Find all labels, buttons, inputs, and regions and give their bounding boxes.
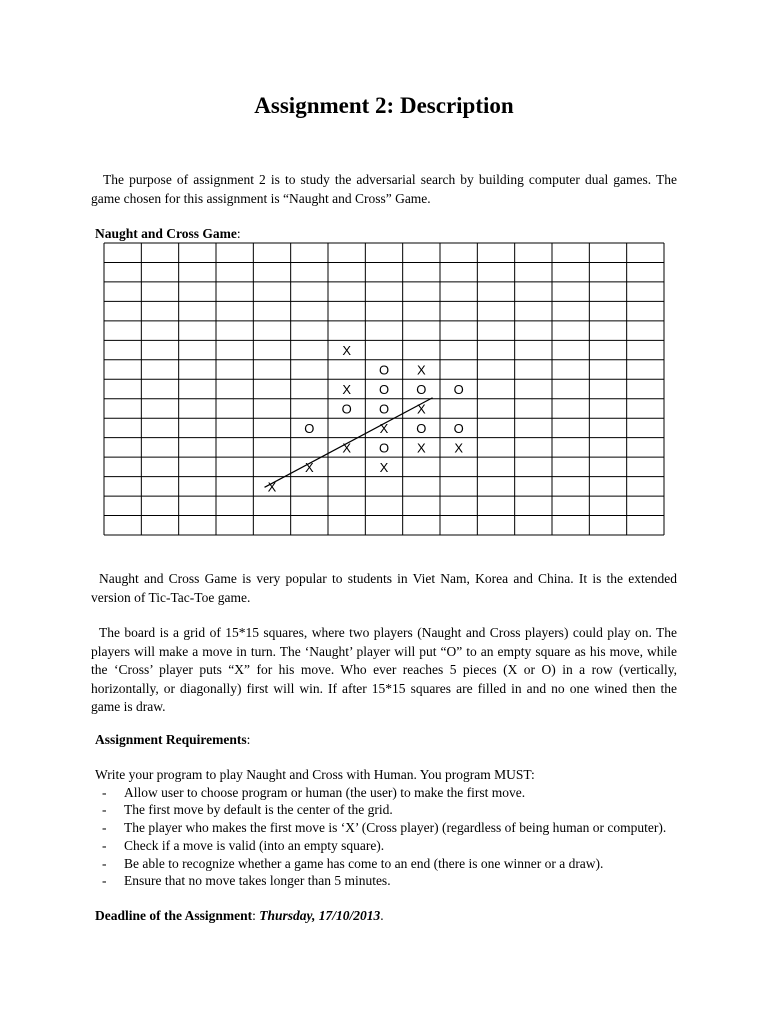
deadline-line	[95, 908, 384, 924]
requirement-item: - Ensure that no move takes longer than 5 minutes.	[102, 873, 391, 889]
cross-piece: X	[379, 459, 389, 475]
naught-piece: O	[378, 440, 390, 456]
requirement-text: Be able to recognize whether a game has come to an end (there is one winner or a draw).	[124, 855, 604, 871]
naught-piece: O	[416, 420, 427, 436]
requirements-heading-label: Assignment Requirements	[95, 732, 247, 747]
game-heading-suffix: :	[236, 226, 241, 241]
requirements-heading	[95, 731, 250, 749]
game-heading-label: Naught and Cross Game	[95, 226, 237, 241]
naught-piece: O	[304, 420, 315, 436]
requirement-item: - Be able to recognize whether a game has come to an end (there is one winner or a draw).	[102, 855, 604, 871]
naught-piece: O	[453, 420, 464, 436]
board-rules-paragraph: The board is a grid of 15*15 squares, where two players (Naught and Cross players) could play on. The players will make a move in turn. The ‘Naught’ player will put “O” to an empty square as his move, while the ‘Cross’ player puts “X” for his move. Who ever reaches 5 pieces (X or O) in a row (vertically, horizontally, or diagonally) first will win. If after 15*15 squares are filled in and no one wined then the game is draw.	[91, 625, 677, 714]
cross-piece: X	[342, 382, 352, 397]
cross-piece: X	[342, 440, 352, 456]
requirement-text: The player who makes the first move is ‘X’ (Cross player) (regardless of being human or computer).	[124, 820, 667, 836]
cross-piece: X	[379, 420, 389, 436]
cross-piece: X	[342, 343, 352, 359]
naught-piece: O	[341, 401, 352, 417]
game-board	[103, 242, 665, 541]
cross-piece: X	[416, 401, 426, 417]
intro-paragraph: The purpose of assignment 2 is to study the adversarial search by building computer dual games. The game chosen for this assignment is “Naught and Cross” Game.	[91, 172, 677, 206]
requirement-item: - The first move by default is the center of the grid.	[102, 802, 393, 818]
requirement-text: Ensure that no move takes longer than 5 minutes.	[124, 873, 391, 889]
cross-piece: X	[267, 479, 277, 495]
naught-piece: O	[416, 382, 427, 397]
cross-piece: X	[454, 440, 464, 456]
requirements-list	[95, 784, 685, 890]
requirement-text: Check if a move is valid (into an empty square).	[124, 837, 385, 853]
deadline-label: Deadline of the Assignment	[95, 908, 253, 923]
requirement-item: - The player who makes the first move is ‘X’ (Cross player) (regardless of being human or computer).	[102, 820, 667, 836]
requirement-text: The first move by default is the center of the grid.	[124, 802, 393, 818]
naught-piece: O	[378, 401, 390, 417]
deadline-period: .	[380, 908, 384, 923]
naught-piece: O	[378, 382, 390, 397]
requirement-item: - Allow user to choose program or human (the user) to make the first move.	[102, 784, 526, 800]
deadline-date: Thursday, 17/10/2013	[259, 908, 381, 923]
requirement-item: - Check if a move is valid (into an empty square).	[102, 837, 385, 853]
cross-piece: X	[416, 440, 426, 456]
game-board-grid	[103, 242, 665, 536]
popular-paragraph: Naught and Cross Game is very popular to students in Viet Nam, Korea and China. It is the extended version of Tic-Tac-Toe game.	[91, 571, 677, 605]
requirements-heading-suffix: :	[246, 732, 251, 747]
page-title: Assignment 2: Description	[254, 93, 514, 118]
naught-piece: O	[378, 362, 390, 378]
deadline-colon: :	[252, 908, 260, 923]
requirement-text: Allow user to choose program or human (the user) to make the first move.	[124, 784, 526, 800]
naught-piece: O	[453, 382, 464, 397]
requirements-section	[95, 766, 685, 890]
requirements-intro: Write your program to play Naught and Cross with Human. You program MUST:	[95, 767, 535, 782]
cross-piece: X	[416, 362, 426, 378]
cross-piece: X	[304, 459, 314, 475]
game-heading	[95, 225, 241, 243]
